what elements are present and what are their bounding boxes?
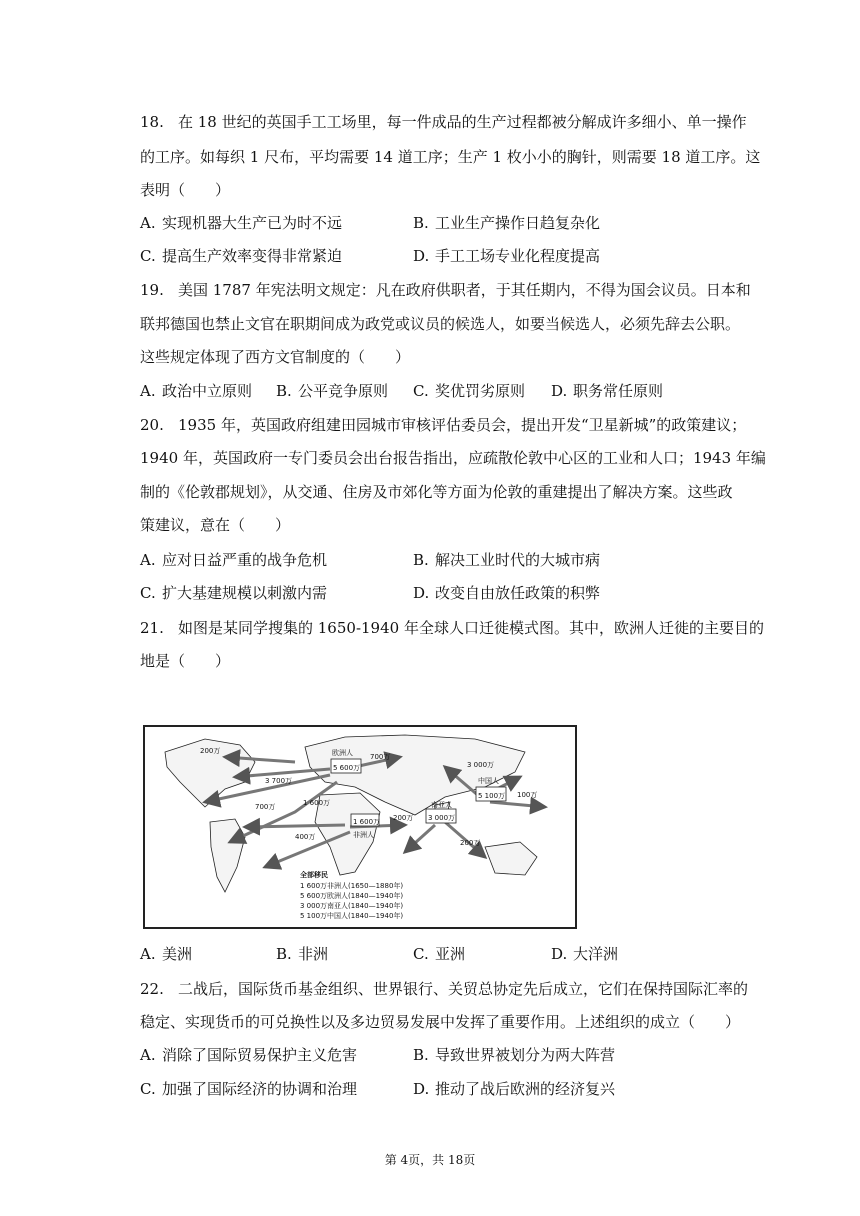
question-number: 20.: [140, 416, 164, 434]
q19-option-c[interactable]: C. 奖优罚劣原则: [413, 382, 526, 400]
label-to-asia-top: 3 000万: [467, 761, 495, 769]
legend-item: 3 000万南亚人(1840—1940年): [300, 902, 404, 910]
q20-line-2: 1940 年，英国政府一专门委员会出台报告指出，应疏散伦敦中心区的工业和人口；1943 年编: [140, 449, 766, 467]
label-europe-total: 5 600万: [333, 764, 361, 772]
q20-line-4: 策建议，意在（ ）: [140, 516, 291, 534]
q22-line-2: 稳定、实现货币的可兑换性以及多边贸易发展中发挥了重要作用。上述组织的成立（ ）: [140, 1013, 741, 1031]
label-africa-total: 1 600万: [353, 818, 381, 826]
q18-option-a[interactable]: A. 实现机器大生产已为时不远: [140, 214, 343, 232]
migration-map: [143, 725, 577, 929]
label-to-america: 3 700万: [265, 777, 293, 785]
q18-line-2: 的工序。如每织 1 尺布，平均需要 14 道工序；生产 1 枚小小的胸针，则需要 18 道工序。这: [140, 148, 761, 166]
question-stem: 美国 1787 年宪法明文规定：凡在政府供职者，于其任期内，不得为国会议员。日本和: [178, 281, 751, 299]
q22-option-a[interactable]: A. 消除了国际贸易保护主义危害: [140, 1046, 358, 1064]
label-to-east: 700万: [370, 753, 391, 761]
q22-option-b[interactable]: B. 导致世界被划分为两大阵营: [413, 1046, 616, 1064]
q20-line-1: [140, 415, 746, 435]
legend-item: 5 100万中国人(1840—1940年): [300, 912, 404, 920]
legend-title: 全部移民: [300, 871, 328, 879]
label-europe: 欧洲人: [332, 749, 353, 757]
label-to-australia: 200万: [393, 814, 414, 822]
label-to-se-asia: 200万: [460, 839, 481, 847]
label-to-south-america: 700万: [255, 803, 276, 811]
legend-item: 5 600万欧洲人(1840—1940年): [300, 892, 404, 900]
label-to-west: 200万: [200, 747, 221, 755]
q18-line-3: 表明（ ）: [140, 181, 231, 199]
question-stem: 二战后，国际货币基金组织、世界银行、关贸总协定先后成立，它们在保持国际汇率的: [178, 980, 749, 998]
label-to-pacific: 100万: [517, 791, 538, 799]
q18-option-c[interactable]: C. 提高生产效率变得非常紧迫: [140, 247, 343, 265]
q22-option-d[interactable]: D. 推动了战后欧洲的经济复兴: [413, 1080, 616, 1098]
q20-line-3: 制的《伦敦郡规划》，从交通、住房及市郊化等方面为伦敦的重建提出了解决方案。这些政: [140, 483, 733, 501]
label-from-africa-2: 400万: [295, 833, 316, 841]
page-footer: 第 4页，共 18页: [384, 1153, 476, 1167]
label-india-total: 3 000万: [428, 814, 456, 822]
question-number: 22.: [140, 980, 164, 998]
q20-option-c[interactable]: C. 扩大基建规模以刺激内需: [140, 584, 328, 602]
label-china: 中国人: [478, 777, 499, 785]
label-africa: 非洲人: [353, 831, 374, 839]
q20-option-b[interactable]: B. 解决工业时代的大城市病: [413, 551, 601, 569]
q21-option-d[interactable]: D. 大洋洲: [551, 945, 619, 963]
q18-option-d[interactable]: D. 手工工场专业化程度提高: [413, 247, 601, 265]
q20-option-d[interactable]: D. 改变自由放任政策的积弊: [413, 584, 601, 602]
q19-line-2: 联邦德国也禁止文官在职期间成为政党或议员的候选人，如要当候选人，必须先辞去公职。: [140, 315, 741, 333]
q18-line-1: [140, 112, 747, 132]
question-stem: 如图是某同学搜集的 1650-1940 年全球人口迁徙模式图。其中，欧洲人迁徙的主要目的: [178, 619, 764, 637]
legend-item: 1 600万非洲人(1650—1880年): [300, 882, 404, 890]
q21-option-c[interactable]: C. 亚洲: [413, 945, 466, 963]
question-number: 19.: [140, 281, 164, 299]
q18-option-b[interactable]: B. 工业生产操作日趋复杂化: [413, 214, 601, 232]
q19-option-a[interactable]: A. 政治中立原则: [140, 382, 253, 400]
question-number: 21.: [140, 619, 164, 637]
map-legend: [300, 870, 403, 920]
question-number: 18.: [140, 113, 164, 131]
q19-option-d[interactable]: D. 职务常任原则: [551, 382, 664, 400]
q21-line-1: [140, 618, 764, 638]
label-from-africa-1: 1 600万: [303, 799, 331, 807]
q20-option-a[interactable]: A. 应对日益严重的战争危机: [140, 551, 328, 569]
q22-line-1: [140, 979, 748, 999]
q22-option-c[interactable]: C. 加强了国际经济的协调和治理: [140, 1080, 358, 1098]
q21-option-b[interactable]: B. 非洲: [276, 945, 329, 963]
q19-line-3: 这些规定体现了西方文官制度的（ ）: [140, 348, 411, 366]
question-stem: 在 18 世纪的英国手工工场里，每一件成品的生产过程都被分解成许多细小、单一操作: [178, 113, 747, 131]
q21-option-a[interactable]: A. 美洲: [140, 945, 193, 963]
continent-outlines: [165, 735, 537, 892]
label-india: 南亚人: [431, 801, 452, 809]
q19-line-1: [140, 280, 751, 300]
label-china-total: 5 100万: [478, 792, 506, 800]
q21-line-2: 地是（ ）: [140, 652, 231, 670]
q19-option-b[interactable]: B. 公平竞争原则: [276, 382, 389, 400]
question-stem: 1935 年，英国政府组建田园城市审核评估委员会，提出开发“卫星新城”的政策建议；: [178, 416, 747, 434]
